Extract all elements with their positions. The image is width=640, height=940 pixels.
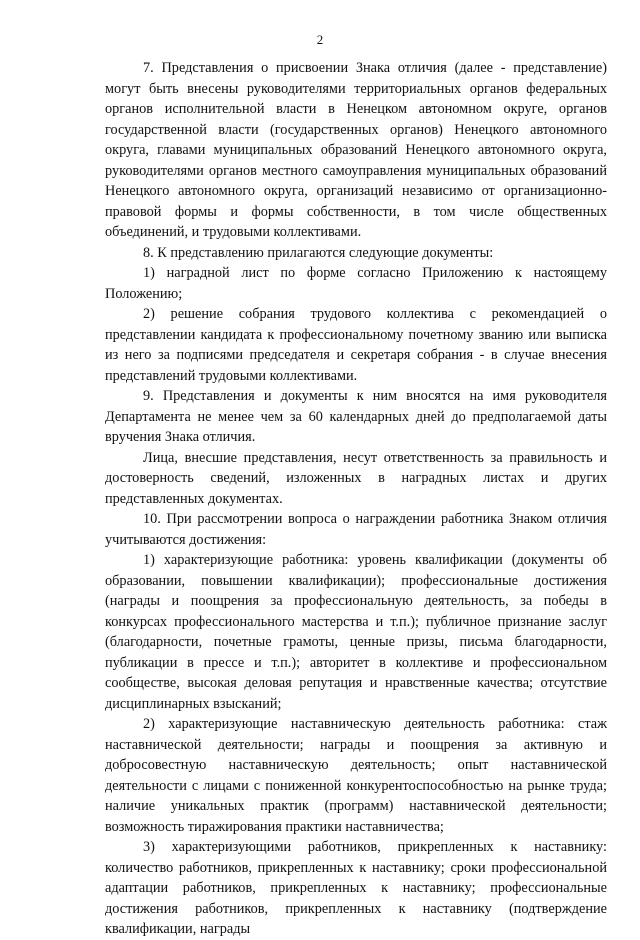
paragraph-10-item-2: 2) характеризующие наставническую деятельность работника: стаж наставнической деятельности; награды и поощрения за активную и добросовестную наставническую деятельность; опыт наставнической деятельности с лицами с пониженной конкурентоспособностью на рынке труда; наличие уникальных практик (программ) наставнической деятельности; возможность тиражирования практики наставничества; xyxy=(105,716,607,835)
paragraph-10-item-3: 3) характеризующими работников, прикрепленных к наставнику: количество работников, прикрепленных к наставнику; сроки профессиональной адаптации работников, прикрепленных к наставнику; профессиональные достижения работников, прикрепленных к наставнику (подтверждение квалификации, награды xyxy=(105,839,607,937)
paragraph-8-item-1: 1) наградной лист по форме согласно Приложению к настоящему Положению; xyxy=(105,265,607,302)
paragraph-8: 8. К представлению прилагаются следующие документы: xyxy=(143,244,494,261)
paragraph-10: 10. При рассмотрении вопроса о награждении работника Знаком отличия учитываются достижения: xyxy=(105,511,607,548)
paragraph-7: 7. Представления о присвоении Знака отличия (далее - представление) могут быть внесены руководителями территориальных органов федеральных органов исполнительной власти в Ненецком автономном округе, органов государственной власти (государственных органов) Ненецкого автономного округа, главами муниципальных образований Ненецкого автономного округа, руководителями органов местного самоуправления муниципальных образований Ненецкого автономного округа, организаций независимо от организационно-правовой формы и формы собственности, в том числе общественных объединений, и трудовыми коллективами. xyxy=(105,60,607,240)
paragraph-8-item-2: 2) решение собрания трудового коллектива с рекомендацией о представлении кандидата к профессиональному почетному званию или выписка из него за подписями председателя и секретаря собрания - в случае внесения представлений трудовыми коллективами. xyxy=(105,306,607,384)
paragraph-10-item-1: 1) характеризующие работника: уровень квалификации (документы об образовании, повышении квалификации); профессиональные достижения (награды и поощрения за профессиональную деятельность, за победы в конкурсах профессионального мастерства и т.п.); публичное признание заслуг (благодарности, почетные грамоты, ценные призы, письма благодарности, публикации в прессе и т.п.); авторитет в коллективе и профессиональном сообществе, высокая деловая репутация и нравственные качества; отсутствие дисциплинарных взысканий; xyxy=(105,552,607,712)
document-body xyxy=(105,58,607,940)
paragraph-9-note: Лица, внесшие представления, несут ответственность за правильность и достоверность сведений, изложенных в наградных листах и других представленных документах. xyxy=(105,449,607,507)
paragraph-9: 9. Представления и документы к ним вносятся на имя руководителя Департамента не менее чем за 60 календарных дней до предполагаемой даты вручения Знака отличия. xyxy=(105,388,607,445)
page-number: 2 xyxy=(316,32,324,47)
